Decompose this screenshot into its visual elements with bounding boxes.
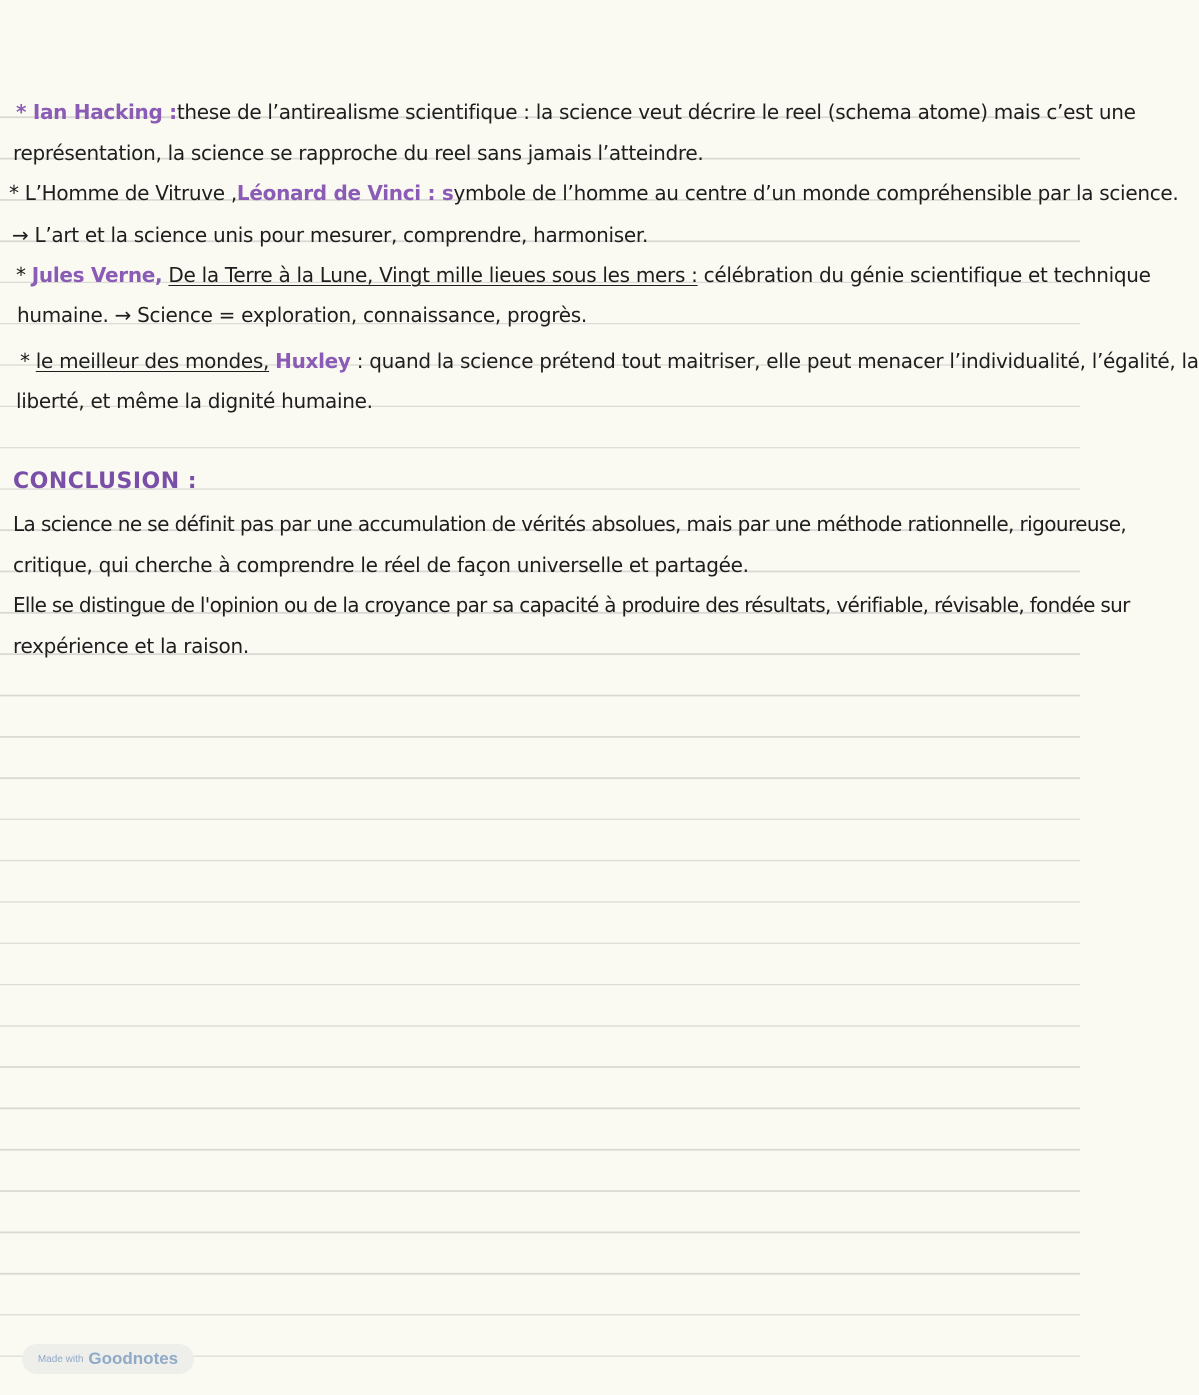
goodnotes-logo-text: Goodnotes: [88, 1349, 179, 1368]
note-line-1: [16, 97, 1136, 127]
author-name-ian-hacking: Ian Hacking :: [32, 100, 177, 124]
note-text: these de l’antirealisme scientifique : la science veut décrire le reel (schema atome) mais c’est une: [176, 100, 1136, 124]
note-line-3: [9, 178, 1178, 208]
conclusion-line-3: Elle se distingue de l'opinion ou de la croyance par sa capacité à produire des résultats, vérifiable, révisable, fondée sur: [13, 593, 1130, 617]
conclusion-heading: CONCLUSION :: [13, 469, 198, 494]
note-text: célébration du génie scientifique et technique: [697, 263, 1151, 287]
book-titles: De la Terre à la Lune, Vingt mille lieues sous les mers :: [168, 263, 698, 287]
note-line-8: [16, 386, 373, 416]
note-text: liberté, et même la dignité humaine.: [16, 389, 373, 413]
author-name-huxley: Huxley: [275, 349, 351, 373]
note-text: humaine. → Science = exploration, connaissance, progrès.: [17, 303, 587, 327]
note-line-5: [16, 260, 1151, 290]
conclusion-line-4: rexpérience et la raison.: [13, 634, 249, 658]
note-text: → L’art et la science unis pour mesurer, comprendre, harmoniser.: [12, 223, 649, 247]
badge-small-text: Made with: [37, 1353, 84, 1365]
note-line-7: [20, 346, 1199, 376]
note-text: ymbole de l’homme au centre d’un monde compréhensible par la science.: [453, 181, 1179, 205]
bullet-asterisk: *: [16, 100, 33, 124]
author-name-jules-verne: Jules Verne,: [31, 263, 163, 287]
bullet-asterisk: *: [20, 349, 36, 373]
note-text: représentation, la science se rapproche du reel sans jamais l’atteindre.: [13, 141, 704, 165]
bullet-asterisk: *: [16, 263, 32, 287]
note-text: * L’Homme de Vitruve ,: [9, 181, 237, 205]
note-line-6: [17, 300, 587, 330]
author-name-leonard-de-vinci: Léonard de Vinci : s: [236, 181, 454, 205]
note-text: : quand la science prétend tout maitriser, elle peut menacer l’individualité, l’égalité, la: [350, 349, 1199, 373]
book-title-meilleur-des-mondes: le meilleur des mondes,: [35, 349, 270, 373]
note-line-2: [13, 138, 703, 168]
made-with-goodnotes-badge[interactable]: [22, 1344, 194, 1374]
conclusion-line-1: La science ne se définit pas par une accumulation de vérités absolues, mais par une méthode rationnelle, rigoureuse,: [13, 512, 1127, 536]
note-line-4: [12, 220, 648, 250]
conclusion-line-2: critique, qui cherche à comprendre le réel de façon universelle et partagée.: [13, 553, 749, 577]
